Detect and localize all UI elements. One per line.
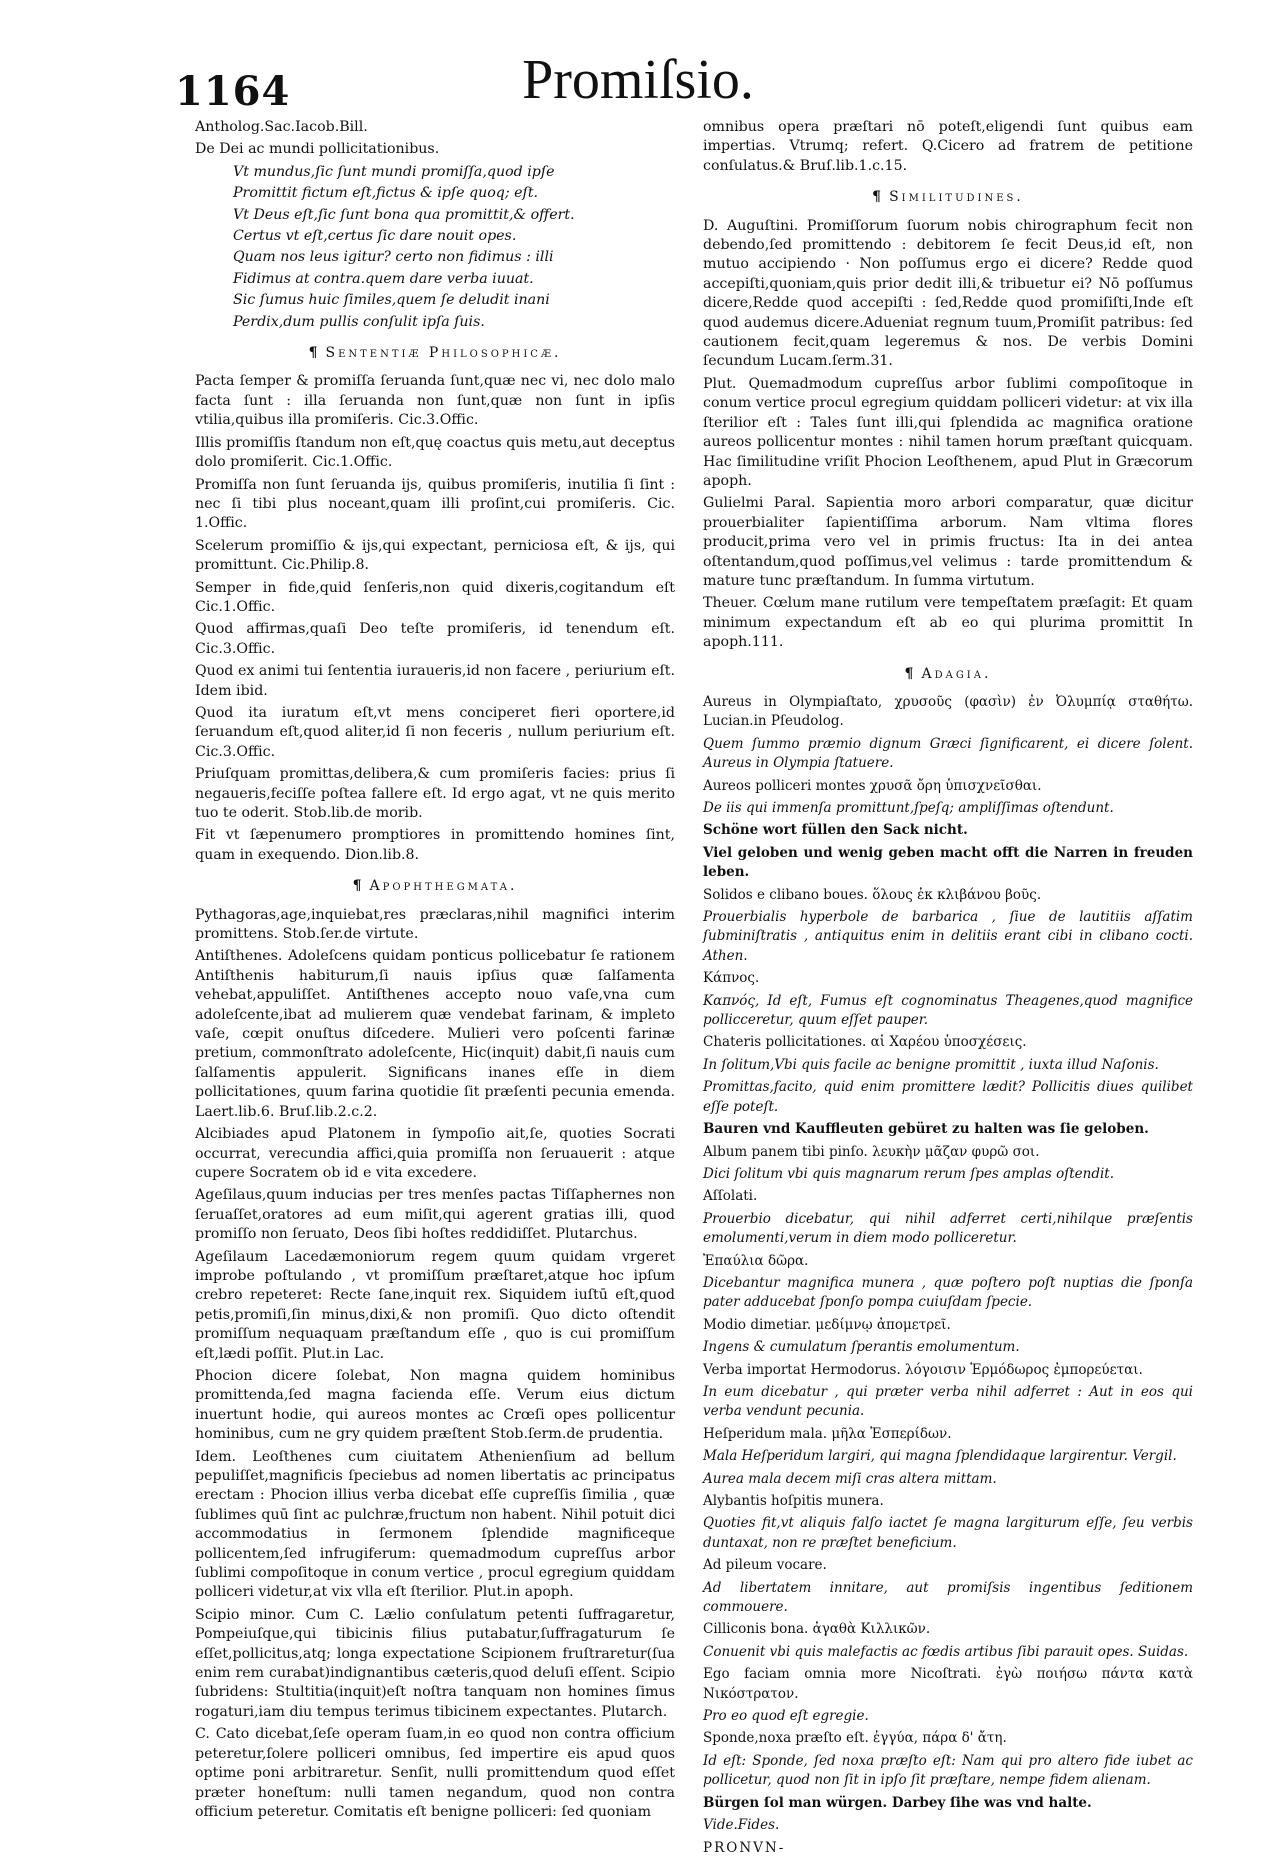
adage-line: Ad pileum vocare.	[703, 1557, 827, 1574]
paragraph: Quod affirmas,quaſi Deo teſte promiſeris, id tenendum eſt. Cic.3.Offic.	[195, 621, 675, 657]
adage-line: Quem ſummo præmio dignum Græci ſignificarent, ei dicere ſolent. Aureus in Olympia ſtatuere.	[703, 735, 1193, 772]
paragraph: Idem. Leoſthenes cum ciuitatem Athenienſium ad bellum pepuliſſet,magnificis ſpeciebus ad nomen libertatis ac principatus erectam : Phocion illius verba dicebat eſſe cupreſſis ſimilia , quæ ſublimes quū ſint ac pulchræ,fructum non habent. Nihil potuit dici accommodatius in ſermonem ſplendide magnificeque pollicentem,ſed infrugiferum: quemadmodum cupreſſus arbor ſublimi compoſitoque in conum vertice , procul egregium quiddam polliceri videtur,at vix vlla eſt ſterilior. Plut.in apoph.	[195, 1448, 675, 1601]
adage-line: Καπνός, Id eſt, Fumus eſt cognominatus Theagenes,quod magnifice pollicceretur, quum eſſet pauper.	[703, 992, 1193, 1029]
paragraph: Gulielmi Paral. Sapientia moro arbori comparatur, quæ dicitur prouerbialiter ſapientiſſima arborum. Nam vltima flores producit,prima vero vel in primis fructus: Ita in dei antea oſtentandum,quod poſſimus,vel velimus : tarde promittendum & mature tunc præſtandum. In ſumma virtutum.	[703, 495, 1193, 589]
adage-line: Promittas,facito, quid enim promittere lædit? Pollicitis diues quilibet eſſe poteſt.	[703, 1079, 1193, 1115]
paragraph: Illis promiſſis ſtandum non eſt,quę coactus quis metu,aut deceptus dolo promiſerit. Cic.1.Offic.	[195, 434, 675, 471]
adage-line: Aurea mala decem miſi cras altera mittam.	[703, 1470, 997, 1487]
adage-line: Mala Heſperidum largiri, qui magna ſplendidaque largirentur. Vergil.	[703, 1448, 1177, 1465]
left-column	[195, 118, 675, 1825]
paragraph: D. Auguſtini. Promiſſorum ſuorum nobis chirographum fecit non debendo,ſed promittendo : debitorem ſe fecit Deus,id eſt, non mutuo accipiendo · Non poſſumus ergo ei dicere? Redde quod accepiſti,quoniam,quis prior dedit illi,& tribuetur ei? Nō poſſumus dicere,Redde quod accepiſti : ſed,Redde quod promiſiſti,Inde eſt quod audemus dicere.Adueniat regnum tuum,Promiſit patribus: ſed cautionem fecit,quam legeremus & nos. De verbis Domini ſecundum Lucam.ſerm.31.	[703, 217, 1193, 370]
verse-line: Vt mundus,ſic ſunt mundi promiſſa,quod ipſe	[233, 163, 555, 180]
adage-line: Alybantis hoſpitis munera.	[703, 1493, 884, 1509]
verse-line: Promittit fictum eſt,fictus & ipſe quoq; eſt.	[233, 185, 539, 202]
adage-line: Prouerbialis hyperbole de barbarica , ſiue de lautitiis aſſatim ſubminiſtratis , antiquitus enim in delitiis erant cibi in clibano cocti. Athen.	[703, 909, 1193, 964]
paragraph: Pythagoras,age,inquiebat,res præclaras,nihil magnifici interim promittens. Stob.ſer.de virtute.	[195, 906, 675, 943]
paragraph: Quod ita iuratum eſt,vt mens conciperet fieri oportere,id ſeruandum eſt,quod aliter,id ſi non feceris , nullum periurium eſt. Cic.3.Offic.	[195, 704, 675, 760]
verse-block	[195, 163, 675, 332]
paragraph: Ageſilaum Lacedæmoniorum regem quum quidam vrgeret improbe poſtulando , vt promiſſum præſtaret,atque hoc ipſum crebro repeteret: Recte ſane,inquit rex. Siquidem iuſtū eſt,quod petis,promiſi,ſin minus,dixi,& non promiſi. Quo dicto oſtendit promiſſum nequaquam præſtandum eſſe , quo is cui promiſſum eſt,lædi poſſit. Plut.in Lac.	[195, 1248, 675, 1362]
paragraph: Phocion dicere ſolebat, Non magna quidem hominibus promittenda,ſed magna facienda eſſe. Verum eius dictum inuertunt hodie, qui aureos montes ac Crœſi opes pollicentur hominibus, cum ne gry quidem præſtent Stob.ſerm.de prudentia.	[195, 1367, 675, 1443]
adage-line: Ἐπαύλια δῶρα.	[703, 1252, 809, 1269]
adage-line: Κάπνος.	[703, 970, 760, 987]
adage-line: Verba importat Hermodorus. λόγοισιν Ἑρμόδωρος ἐμπορεύεται.	[703, 1361, 1143, 1378]
catchword: PRONVN-	[703, 1839, 786, 1856]
adage-line: Ego faciam omnia more Nicoſtrati. ἐγὼ ποιήσω πάντα κατὰ Νικόστρατον.	[703, 1666, 1193, 1702]
adage-line: Aſſolati.	[703, 1188, 758, 1205]
adage-line: Ingens & cumulatum ſperantis emolumentum.	[703, 1339, 1020, 1356]
paragraph: Quod ex animi tui ſententia iuraueris,id non facere , periurium eſt. Idem ibid.	[195, 663, 675, 699]
adagia-list	[703, 693, 1193, 1858]
intro-line: Antholog.Sac.Iacob.Bill.	[195, 119, 368, 135]
paragraph: Pacta ſemper & promiſſa ſeruanda ſunt,quæ nec vi, nec dolo malo facta ſunt : illa ſeruanda non ſunt,quæ non ſunt in ipſis vtilia,quibus illa promiſeris. Cic.3.Offic.	[195, 373, 675, 429]
section-heading: ¶ Similitudines.	[872, 189, 1024, 206]
adage-line: Pro eo quod eſt egregie.	[703, 1708, 869, 1725]
intro-line: De Dei ac mundi pollicitationibus.	[195, 141, 440, 158]
paragraph: Ageſilaus,quum inducias per tres menſes pactas Tiſſaphernes non ſeruaſſet,oratores ad eum miſit,qui agerent gratias illi, quod promiſſo non ſeruato, Deos ſibi hoſtes reddidiſſet. Plutarchus.	[195, 1187, 675, 1243]
adage-line: Album panem tibi pinſo. λευκὴν μᾶζαν φυρῶ σοι.	[703, 1143, 1040, 1160]
paragraph: Plut. Quemadmodum cupreſſus arbor ſublimi compoſitoque in conum vertice procul egregium quiddam polliceri videtur: at vix illa ſterilior eſt : Tales ſunt illi,qui ſplendida ac magnifica oratione aureos pollicentur montes : nihil tamen horum præſtant quicquam. Hac ſimilitudine vriſit Phocion Leoſthenem, apud Plut in Græcorum apoph.	[703, 375, 1193, 489]
paragraph: omnibus opera præſtari nō poteſt,eligendi ſunt quibus eam impertias. Vtrumq; refert. Q.Cicero ad fratrem de petitione conſulatus.& Bruſ.lib.1.c.15.	[703, 119, 1193, 174]
adage-line: Heſperidum mala. μῆλα Ἑσπερίδων.	[703, 1425, 952, 1442]
paragraph: Priuſquam promittas,delibera,& cum promiſeris facies: prius ſi negaueris,feciſſe poſtea fallere eſt. Id ergo agat, vt ne quis merito tuo te oderit. Stob.lib.de morib.	[195, 766, 675, 821]
paragraph: Alcibiades apud Platonem in ſympoſio ait,ſe, quoties Socrati occurrat, verecundia affici,quia promiſſa non ſeruauerit : atque cupere Socratem ob id e vita excedere.	[195, 1126, 675, 1181]
adage-line: In eum dicebatur , qui præter verba nihil adferret : Aut in eos qui verba vendunt pecunia.	[703, 1383, 1193, 1420]
adage-line: De iis qui immenſa promittunt,ſpeſq; ampliſſimas oſtendunt.	[703, 800, 1114, 816]
verse-line: Sic ſumus huic ſimiles,quem ſe deludit inani	[233, 292, 550, 309]
section-heading: ¶ Apophthegmata.	[352, 878, 518, 895]
paragraph: Theuer. Cœlum mane rutilum vere tempeſtatem præſagit: Et quam minimum expectandum eſt ab eo qui plurima promittit In apoph.111.	[703, 595, 1193, 651]
paragraph: Fit vt ſæpenumero promptiores in promittendo homines ſint, quam in exequendo. Dion.lib.8.	[195, 827, 675, 863]
paragraph: C. Cato dicebat,ſeſe operam ſuam,in eo quod non contra officium peteretur,ſolere polliceri omnibus, ſed impertire eis apud quos optime poni arbitraretur. Senſit, nulli promittendum quod eſſet præter honeſtum: nulli tamen negandum, quod non contra officium peteretur. Comitatis eſt benigne polliceri: ſed quoniam	[195, 1726, 675, 1820]
page-title: Promiſsio.	[522, 49, 754, 111]
paragraph: Semper in fide,quid ſenſeris,non quid dixeris,cogitandum eſt Cic.1.Offic.	[195, 579, 675, 615]
adage-line: In ſolitum,Vbi quis facile ac benigne promittit , iuxta illud Naſonis.	[703, 1056, 1159, 1073]
adage-line: Bauren vnd Kauffleuten gebüret zu halten was ſie geloben.	[703, 1121, 1149, 1138]
adage-line: Prouerbio dicebatur, qui nihil adferret certi,nihilque præſentis emolumenti,verum in diem modo polliceretur.	[703, 1210, 1193, 1247]
paragraph: Promiſſa non ſunt ſeruanda ijs, quibus promiſeris, inutilia ſi ſint : nec ſi tibi plus noceant,quam illi proſint,cui promiſeris. Cic. 1.Offic.	[195, 476, 675, 532]
adage-line: Aureus in Olympiaſtato, χρυσοῦς (φασὶν) ἐν Ὀλυμπίᾳ σταθήτω. Lucian.in Pſeudolog.	[703, 693, 1193, 730]
verse-line: Perdix,dum pullis conſulit ipſa ſuis.	[233, 313, 485, 330]
verse-line: Quam nos leus igitur? certo non fidimus : illi	[233, 249, 554, 266]
page-number: 1164	[175, 68, 291, 115]
adage-line: Modio dimetiar. μεδίμνῳ ἀπομετρεῖ.	[703, 1316, 951, 1333]
verse-line: Fidimus at contra.quem dare verba iuuat.	[233, 270, 534, 287]
adage-line: Quoties fit,vt aliquis falſo iactet ſe magna largiturum eſſe, ſeu verbis duntaxat, non re præſtet beneficium.	[703, 1515, 1193, 1551]
section-heading: ¶ Sententiæ Philosophicæ.	[308, 345, 562, 362]
section-heading: ¶ Adagia.	[904, 665, 992, 682]
right-column	[703, 118, 1193, 1861]
adage-line: Chateris pollicitationes. αἱ Χαρέου ὑποσχέσεις.	[703, 1034, 1027, 1051]
adage-line: Solidos e clibano boues. ὅλους ἐκ κλιβάνου βοῦς.	[703, 886, 1042, 903]
paragraph: Scipio minor. Cum C. Lælio conſulatum petenti ſuffragaretur, Pompeiuſque,qui tibicinis filius putabatur,ſuffragaturum ſe eſſet,pollicitus,atq; longa expectatione Scipionem fruſtraretur(ſua enim rem curabat)indignantibus cæteris,quod deluſi eſſent. Scipio ſubridens: Stultitia(inquit)eſt noſtra tanquam non homines ſimus rogaturi,iam diu tempus terimus tibicinem expectantes. Plutarch.	[195, 1606, 675, 1720]
cross-reference: Vide.Fides.	[703, 1817, 780, 1834]
verse-line: Certus vt eſt,certus ſic dare nouit opes.	[233, 228, 517, 245]
adage-line: Cilliconis bona. ἀγαθὰ Κιλλικῶν.	[703, 1621, 931, 1638]
adage-line: Schöne wort füllen den Sack nicht.	[703, 822, 968, 839]
adage-line: Aureos polliceri montes χρυσᾶ ὄρη ὑπισχνεῖσθαι.	[703, 777, 1042, 794]
adage-line: Id eſt: Sponde, ſed noxa præſto eſt: Nam qui pro altero fide iubet ac pollicetur, quod non ſit in ipſo ſit præſtare, nempe fidem alienam.	[703, 1752, 1193, 1789]
adage-line: Conuenit vbi quis malefactis ac fœdis artibus ſibi parauit opes. Suidas.	[703, 1643, 1189, 1660]
adage-line: Dici ſolitum vbi quis magnarum rerum ſpes amplas oſtendit.	[703, 1165, 1115, 1182]
adage-line: Bürgen ſol man würgen. Darbey ſihe was vnd halte.	[703, 1794, 1092, 1811]
adage-line: Dicebantur magnifica munera , quæ poſtero poſt nuptias die ſponſa pater adducebat ſponſo pompa cuiuſdam ſpecie.	[703, 1274, 1193, 1311]
adage-line: Sponde,noxa præſto eſt. ἐγγύα, πάρα δ' ἄτη.	[703, 1730, 1007, 1747]
paragraph: Antiſthenes. Adoleſcens quidam ponticus pollicebatur ſe rationem Antiſthenis habiturum,ſi nauis ipſius quæ ſalſamenta vehebat,appuliſſet. Antiſthenes accepto nouo vaſe,vna cum adoleſcente,ibat ad mulierem quæ vendebat farinam, & impleto vaſe, cœpit onuſtus diſcedere. Mulieri vero poſcenti farinæ pretium, commonſtrato adoleſcente, Hic(inquit) dabit,ſi nauis cum ſalſamentis appulerit. Significans inanes eſſe in diem pollicitationes, quum farina quotidie ſit præſenti pecunia emenda. Laert.lib.6. Bruſ.lib.2.c.2.	[195, 948, 675, 1120]
adage-line: Ad libertatem innitare, aut promiſsis ingentibus ſeditionem commouere.	[703, 1579, 1193, 1616]
verse-line: Vt Deus eſt,ſic ſunt bona qua promittit,& offert.	[233, 206, 575, 223]
adage-line: Viel geloben und wenig geben macht offt die Narren in freuden leben.	[703, 844, 1193, 881]
paragraph: Scelerum promiſſio & ijs,qui expectant, perniciosa eſt, & ijs, qui promittunt. Cic.Philip.8.	[195, 537, 675, 574]
